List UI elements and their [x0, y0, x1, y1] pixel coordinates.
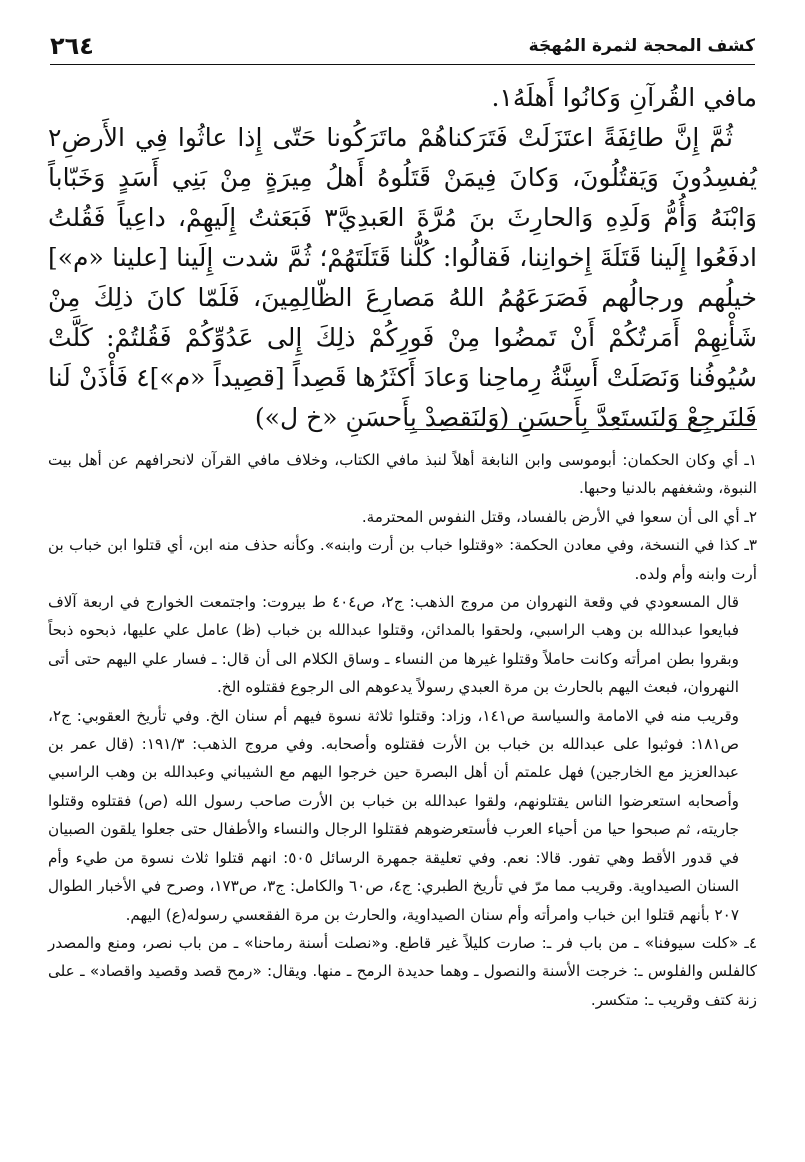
running-title: كشف المحجة لثمرة المُهجَة [528, 36, 755, 56]
footnote-1: ١ـ أي وكان الحكمان: أبوموسى وابن النابغة أهلاً لنبذ مافي الكتاب، وخلاف مافي القرآن لانحرافهم عن أهل بيت النبوة، وشغفهم بالدنيا وحبها. [48, 451, 757, 498]
footnote-3-continuation: وقريب منه في الامامة والسياسة ص١٤١، وزاد: وقتلوا ثلاثة نسوة فيهم أم سنان الخ. وفي تأريخ العقوبي: ج٢، ص١٨١: فوثبوا على عبدالله بن خباب بن الأرت فقتلوه وأصحابه. وفي مروج الذهب: ١٩١/٣: (قال عمر بن عبدالعزيز مع الخارجين) فهل علمتم أن أهل البصرة حين خرجوا اليهم مع الشيباني وعبدالله بن وهب الراسبي وأصحابه استعرضوا الناس يقتلونهم، ولقوا عبدالله بن خباب بن الأرت صاحب رسول الله (ص) فقتلوه وقتلوا جاريته، ثم صبحوا حيا من أحياء العرب فأستعرضوهم فقتلوا الرجال والنساء والأطفال حتى جعلوا يلقون الصبيان في قدور الأقط وهي تفور. قالا: نعم. وفي تعليقة جمهرة الرسائل ٥٠٥: انهم قتلوا ثلاث نسوة من طيء وأم السنان الصيداوية. وقريب مما مرّ في تأريخ الطبري: ج٤، ص٦٠ والكامل: ج٣، ص١٧٣، وصرح في الأخبار الطوال ٢٠٧ بأنهم قتلوا ابن خباب وامرأته وأم سنان الصيداوية، والحارث بن مرة الفقعسي رسوله(ع) اليهم. [48, 706, 740, 924]
footnote-2: ٢ـ أي الى أن سعوا في الأرض بالفساد، وقتل النفوس المحترمة. [361, 507, 757, 526]
footnote-4: ٤ـ «كلت سيوفنا» ـ من باب فر ـ: صارت كليلاً غير قاطع. و«نصلت أسنة رماحنا» ـ من باب نصر، ومنع والمصدر كالفلس والفلوس ـ: خرجت الأسنة والنصول ـ وهما حديدة الرمح ـ منها. ويقال: «رمح قصد وقصيد واقصاد» ـ على زنة كتف وقريب ـ: متكسر. [48, 933, 757, 1009]
main-paragraph: ثُمَّ إِنَّ طائِفَةً اعتَزَلَتْ فَتَرَكناهُمْ ماتَرَكُونا حَتّى إِذا عاثُوا فِي الأَرضِ٢ يُفسِدُونَ وَيَقتُلُونَ، وَكانَ فِيمَنْ قَتَلُوهُ أَهلُ مِيرَةٍ مِنْ بَنِي أَسَدٍ وَخَبّاباً وَابْنَهُ وَأُمُّ وَلَدِهِ وَالحارِثَ بنَ مُرَّةَ العَبدِيَّ٣ فَبَعَثتُ إِلَيهِمْ، داعِياً فَقُلتُ ادفَعُوا إِلَينا قَتَلَةَ إِخوانِنا، فَقالُوا: كُلُّنا قَتَلَتَهُمْ؛ ثُمَّ شدت إِلَينا [علينا «م»] خيلُهم ورجالُهم فَصَرَعَهُمُ اللهُ مَصارِعَ الظّالِمِينَ، فَلَمّا كانَ ذلِكَ مِنْ شَأْنِهِمْ أَمَرتُكُمْ أَنْ تَمضُوا مِنْ فَورِكُمْ ذلِكَ إِلى عَدُوِّكُمْ فَقُلتُمْ: كَلَّتْ سُيُوفُنا وَنَصَلَتْ أَسِنَّةُ رِماحِنا وَعادَ أَكثَرُها قَصِداً [قصِيداً «م»]٤ فَأْذَنْ لَنا فَلنَرجِعْ وَلنَستَعِدَّ بِأَحسَنِ (وَلنَقصِدْ بِأَحسَنِ «خ ل») [48, 123, 758, 432]
footnote-3: ٣ـ كذا في النسخة، وفي معادن الحكمة: «وقتلوا خباب بن أرت وابنه». وكأنه حذف منه ابن، أي قتلوا ابن خباب بن أرت وابنه وأم ولده. [48, 536, 757, 583]
footnotes [48, 446, 757, 1014]
page-header [50, 28, 755, 65]
page-number: ٢٦٤ [50, 32, 94, 60]
main-text [48, 78, 757, 438]
main-paragraph: مافي القُرآنِ وَكانُوا أَهلَهُ١. [491, 83, 757, 112]
footnote-3-continuation: قال المسعودي في وقعة النهروان من مروج الذهب: ج٢، ص٤٠٤ ط بيروت: واجتمعت الخوارج في اربعة آلاف فبايعوا عبدالله بن وهب الراسبي، ولحقوا بالمدائن، وقتلوا عبدالله بن خباب (ظ) عامل علي عليها، ذبحوه ذبحاً وبقروا بطن امرأته وكانت حاملاً وقتلوا غيرها من النساء ـ وساق الكلام الى أن قال: ـ فسار علي اليهم حتى أتى النهروان، فبعث اليهم بالحارث بن مرة العبدي رسولاً يدعوهم الى الرجوع فقتلوه الخ. [48, 593, 739, 697]
footnote-separator [405, 429, 757, 430]
